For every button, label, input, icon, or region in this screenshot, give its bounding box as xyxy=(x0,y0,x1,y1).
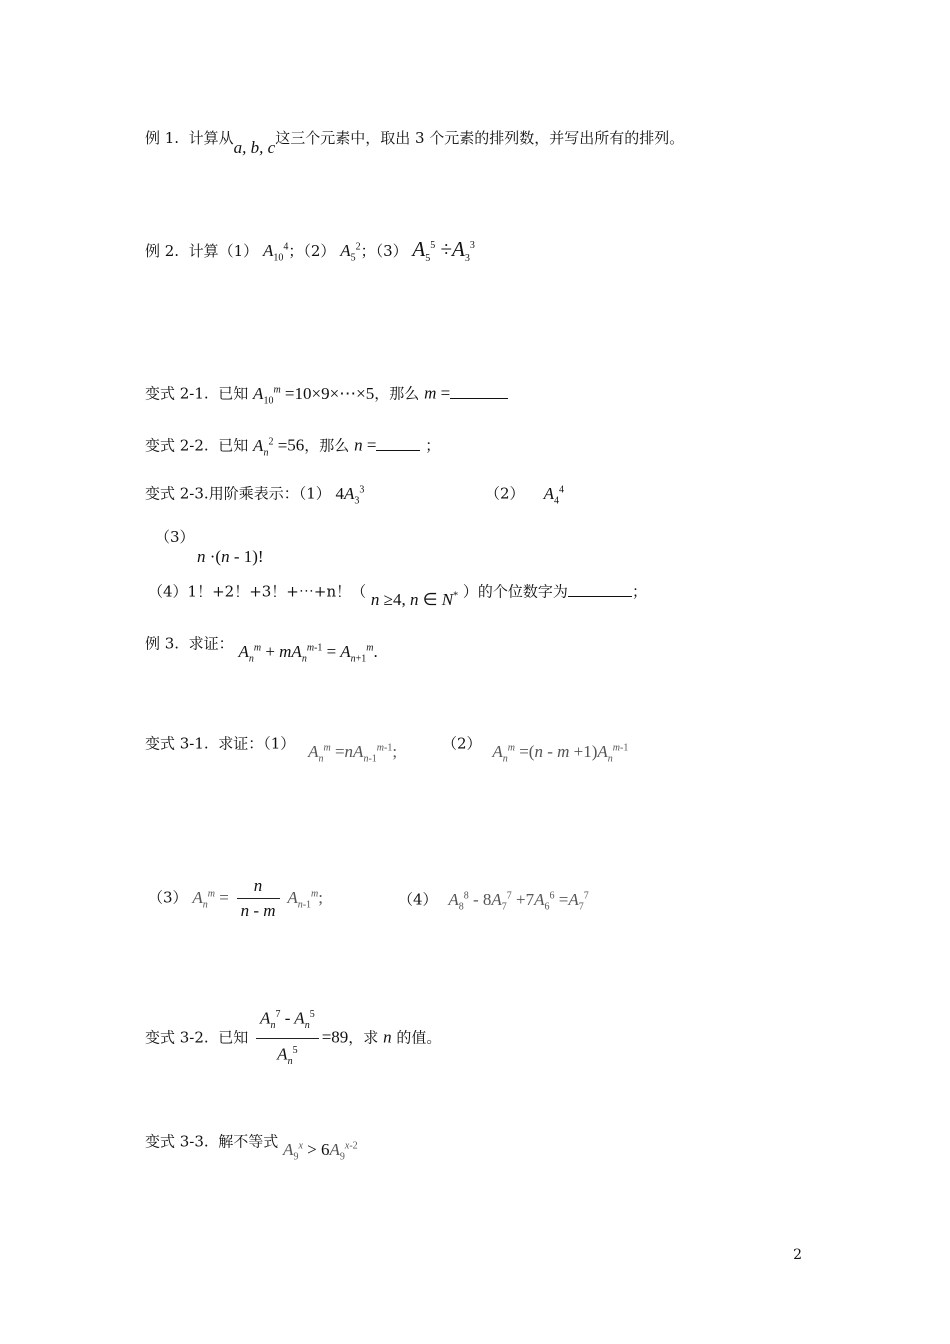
m-equals: m = xyxy=(424,383,451,403)
variant-3-1-part-4: （4） $A_8^8 - 8A_7^7 +7A_6^6 =A_7^7$ xyxy=(398,889,589,913)
answer-blank-n[interactable] xyxy=(376,450,420,451)
variant-3-1: 变式 3-1. 求证：（1） $A_n^m =nA_{n-1}^{m-1}$; xyxy=(145,734,398,765)
condition-n-ge-4: n ≥4, n ∈ N* xyxy=(370,589,459,609)
fraction-n-over-n-minus-m: $\frac{n}{n - m}$ xyxy=(237,876,280,921)
variant-3-3: 变式 3-3. 解不等式 $A_9^x > 6A_9^{x-2}$ xyxy=(145,1132,358,1163)
n-equals: n = xyxy=(354,435,377,455)
fraction-a7-minus-a5-over-a5: $\frac{A_n^7 - A_n^5}{A_n^5}$ xyxy=(256,1005,319,1072)
variant-3-1-part-2: （2） $A_n^m =(n - m +1)A_n^{m-1}$ xyxy=(442,734,629,765)
variant-2-2: 变式 2-2. 已知 $A_n^2 =56$，那么 n = ； xyxy=(145,435,441,459)
variant-2-3-part-4: （4）1！+2！+3！+⋯+n！（ n ≥4, n ∈ N* ）的个位数字为 ； xyxy=(148,582,647,609)
example-3: 例 3. 求证： $A_n^m + mA_n^{m-1} = A_{n+1}^m$. xyxy=(145,634,378,665)
example-1-label: 例 1. xyxy=(145,129,180,147)
elements-abc: a, b, c xyxy=(233,138,276,157)
example-1: 例 1. 计算从a, b, c这三个元素中，取出 3 个元素的排列数，并写出所有的排列。 xyxy=(145,129,685,157)
formula-a4-4: $A_4^4$ xyxy=(543,483,565,507)
formula-n-times-factorial: n ·(n - 1)! xyxy=(197,547,264,566)
formula-an-2: $A_n^2$ = xyxy=(253,435,288,459)
answer-blank-m[interactable] xyxy=(450,398,508,399)
formula-3-1-2: $A_n^m =(n - m +1)A_n^{m-1}$ xyxy=(492,741,629,765)
formula-3-1-1: $A_n^m =nA_{n-1}^{m-1}$; xyxy=(308,741,398,765)
formula-a5-5-div-a3-3: $A_5^5 \div A_3^3$ xyxy=(412,237,475,265)
variant-2-1: 变式 2-1. 已知 $A_{10}^m$ =10×9×⋯×5，那么 m = xyxy=(145,380,508,411)
formula-3-1-3: $A_n^m$ = xyxy=(192,887,229,910)
formula-inequality: $A_9^x > 6A_9^{x-2}$ xyxy=(283,1139,358,1163)
formula-example-3: $A_n^m + mA_n^{m-1} = A_{n+1}^m$. xyxy=(238,641,378,665)
formula-4a3-3: $4A_3^3$ xyxy=(335,483,365,507)
formula-3-1-4: $A_8^8 - 8A_7^7 +7A_6^6 =A_7^7$ xyxy=(448,889,589,913)
formula-a10-m: $A_{10}^m$ =10×9×⋯×5 xyxy=(253,383,375,407)
variant-2-3-part-2: （2） $A_4^4$ xyxy=(485,483,565,507)
page-number: 2 xyxy=(793,1247,802,1263)
variant-2-3: 变式 2-3.用阶乘表示：（1） $4A_3^3$ xyxy=(145,483,365,507)
variable-n: n xyxy=(383,1027,392,1047)
example-2: 例 2. 计算（1） $A_{10}^4$；（2） $A_5^2$；（3） $A_5^5 \div A_3^3$ xyxy=(145,237,475,265)
variant-3-2: 变式 3-2. 已知 $\frac{A_n^7 - A_n^5}{A_n^5}$ =89，求 n 的值。 xyxy=(145,1005,441,1072)
variant-3-1-part-3: （3） $A_n^m$ = $\frac{n}{n - m}$ $A_{n-1}^m$; xyxy=(148,876,324,920)
formula-a10-4: $A_{10}^4$ xyxy=(262,241,289,264)
variant-2-3-part-3: （3） n ·(n - 1)! xyxy=(155,528,264,566)
answer-blank-units-digit[interactable] xyxy=(568,596,632,597)
formula-a5-2: $A_5^2$ xyxy=(340,241,361,264)
